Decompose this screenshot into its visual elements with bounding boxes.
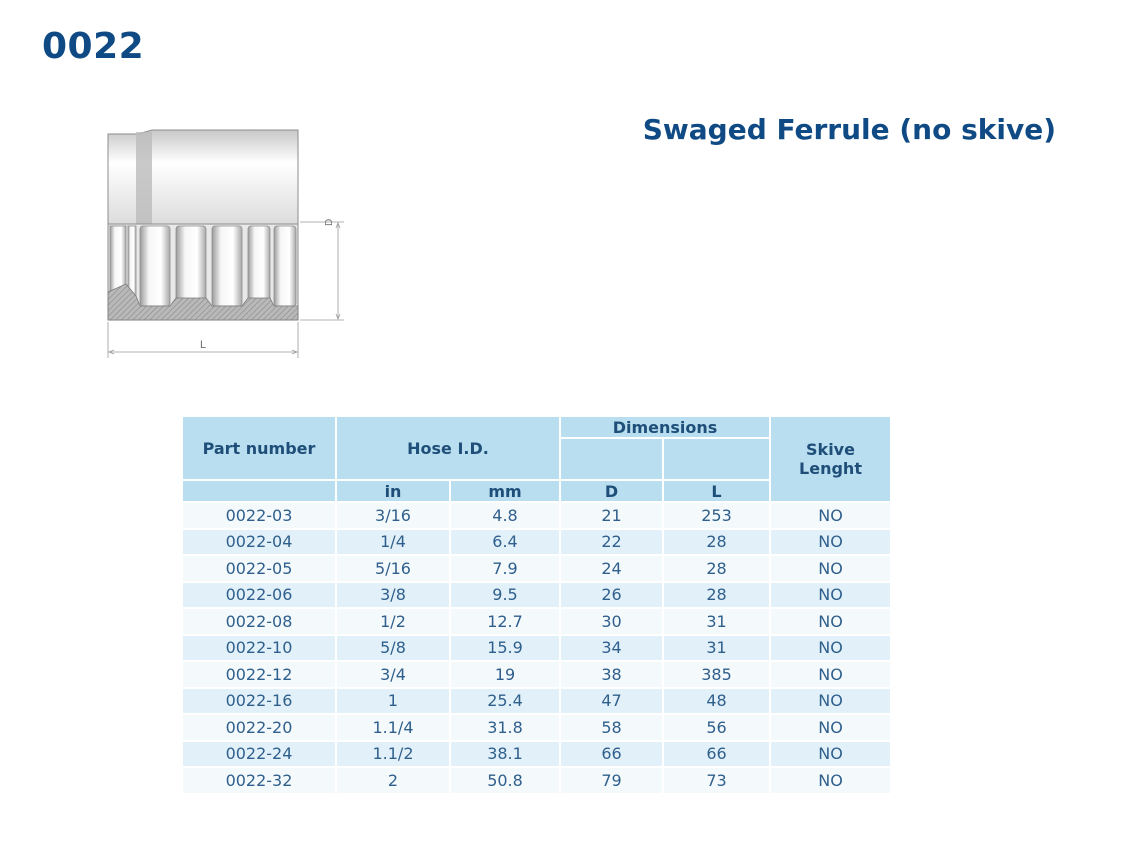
- cell-hose-id-mm: 12.7: [451, 609, 559, 634]
- cell-dimension-l: 253: [664, 503, 769, 528]
- header-dimensions-blank-d: [561, 439, 662, 479]
- specification-table: [181, 415, 892, 795]
- header-skive-length: Skive Lenght: [771, 417, 890, 501]
- cell-dimension-d: 66: [561, 742, 662, 767]
- cell-hose-id-mm: 15.9: [451, 636, 559, 661]
- cell-dimension-d: 30: [561, 609, 662, 634]
- cell-skive-length: NO: [771, 742, 890, 767]
- cell-part-number: 0022-06: [183, 583, 335, 608]
- header-hose-id: Hose I.D.: [337, 417, 559, 479]
- dimension-d-line: [300, 222, 344, 320]
- cell-dimension-l: 73: [664, 768, 769, 793]
- table-row: [183, 742, 890, 767]
- cell-dimension-d: 58: [561, 715, 662, 740]
- dimension-d-label: D: [324, 218, 335, 226]
- cell-hose-id-in: 2: [337, 768, 449, 793]
- cell-dimension-d: 21: [561, 503, 662, 528]
- cell-skive-length: NO: [771, 609, 890, 634]
- specification-table-body: [183, 503, 890, 793]
- cell-dimension-l: 28: [664, 530, 769, 555]
- cell-skive-length: NO: [771, 556, 890, 581]
- cell-dimension-d: 26: [561, 583, 662, 608]
- header-dimension-d: D: [561, 481, 662, 501]
- cell-dimension-d: 47: [561, 689, 662, 714]
- cell-dimension-l: 31: [664, 609, 769, 634]
- cell-hose-id-mm: 7.9: [451, 556, 559, 581]
- cell-skive-length: NO: [771, 689, 890, 714]
- header-part-number-blank: [183, 481, 335, 501]
- table-row: [183, 530, 890, 555]
- ferrule-technical-drawing: [100, 126, 350, 362]
- table-row: [183, 636, 890, 661]
- cell-part-number: 0022-05: [183, 556, 335, 581]
- cell-skive-length: NO: [771, 636, 890, 661]
- cell-hose-id-mm: 6.4: [451, 530, 559, 555]
- cell-dimension-l: 31: [664, 636, 769, 661]
- table-row: [183, 556, 890, 581]
- header-dimension-l: L: [664, 481, 769, 501]
- cell-hose-id-in: 1.1/4: [337, 715, 449, 740]
- cell-skive-length: NO: [771, 583, 890, 608]
- cell-hose-id-in: 1/4: [337, 530, 449, 555]
- cell-skive-length: NO: [771, 662, 890, 687]
- cell-dimension-d: 22: [561, 530, 662, 555]
- cell-hose-id-in: 5/8: [337, 636, 449, 661]
- header-unit-in: in: [337, 481, 449, 501]
- table-row: [183, 768, 890, 793]
- cell-hose-id-in: 1: [337, 689, 449, 714]
- cell-hose-id-in: 5/16: [337, 556, 449, 581]
- cell-skive-length: NO: [771, 503, 890, 528]
- cell-dimension-d: 38: [561, 662, 662, 687]
- table-row: [183, 583, 890, 608]
- table-row: [183, 609, 890, 634]
- cell-hose-id-mm: 25.4: [451, 689, 559, 714]
- cell-hose-id-mm: 19: [451, 662, 559, 687]
- table-row: [183, 662, 890, 687]
- cell-dimension-l: 48: [664, 689, 769, 714]
- cell-part-number: 0022-10: [183, 636, 335, 661]
- cell-part-number: 0022-24: [183, 742, 335, 767]
- cell-dimension-l: 385: [664, 662, 769, 687]
- cell-dimension-l: 28: [664, 583, 769, 608]
- ferrule-section-view: [108, 224, 298, 320]
- cell-dimension-d: 34: [561, 636, 662, 661]
- ferrule-upper-shell: [108, 130, 298, 224]
- cell-skive-length: NO: [771, 530, 890, 555]
- header-dimensions: Dimensions: [561, 417, 769, 437]
- cell-dimension-l: 56: [664, 715, 769, 740]
- cell-dimension-d: 79: [561, 768, 662, 793]
- product-name-title: Swaged Ferrule (no skive): [642, 113, 1056, 146]
- cell-part-number: 0022-08: [183, 609, 335, 634]
- cell-hose-id-in: 1.1/2: [337, 742, 449, 767]
- table-row: [183, 689, 890, 714]
- cell-skive-length: NO: [771, 768, 890, 793]
- cell-dimension-l: 28: [664, 556, 769, 581]
- cell-hose-id-mm: 31.8: [451, 715, 559, 740]
- part-code-title: 0022: [42, 26, 145, 67]
- header-dimensions-blank-l: [664, 439, 769, 479]
- table-row: [183, 715, 890, 740]
- cell-hose-id-in: 3/16: [337, 503, 449, 528]
- cell-hose-id-mm: 9.5: [451, 583, 559, 608]
- header-unit-mm: mm: [451, 481, 559, 501]
- cell-hose-id-mm: 50.8: [451, 768, 559, 793]
- header-part-number: Part number: [183, 417, 335, 479]
- cell-part-number: 0022-20: [183, 715, 335, 740]
- cell-part-number: 0022-32: [183, 768, 335, 793]
- cell-hose-id-mm: 4.8: [451, 503, 559, 528]
- cell-part-number: 0022-04: [183, 530, 335, 555]
- cell-hose-id-in: 3/4: [337, 662, 449, 687]
- cell-hose-id-in: 3/8: [337, 583, 449, 608]
- cell-dimension-l: 66: [664, 742, 769, 767]
- cell-part-number: 0022-12: [183, 662, 335, 687]
- cell-part-number: 0022-03: [183, 503, 335, 528]
- cell-hose-id-mm: 38.1: [451, 742, 559, 767]
- cell-part-number: 0022-16: [183, 689, 335, 714]
- dimension-l-label: L: [200, 339, 207, 351]
- cell-skive-length: NO: [771, 715, 890, 740]
- table-row: [183, 503, 890, 528]
- cell-hose-id-in: 1/2: [337, 609, 449, 634]
- cell-dimension-d: 24: [561, 556, 662, 581]
